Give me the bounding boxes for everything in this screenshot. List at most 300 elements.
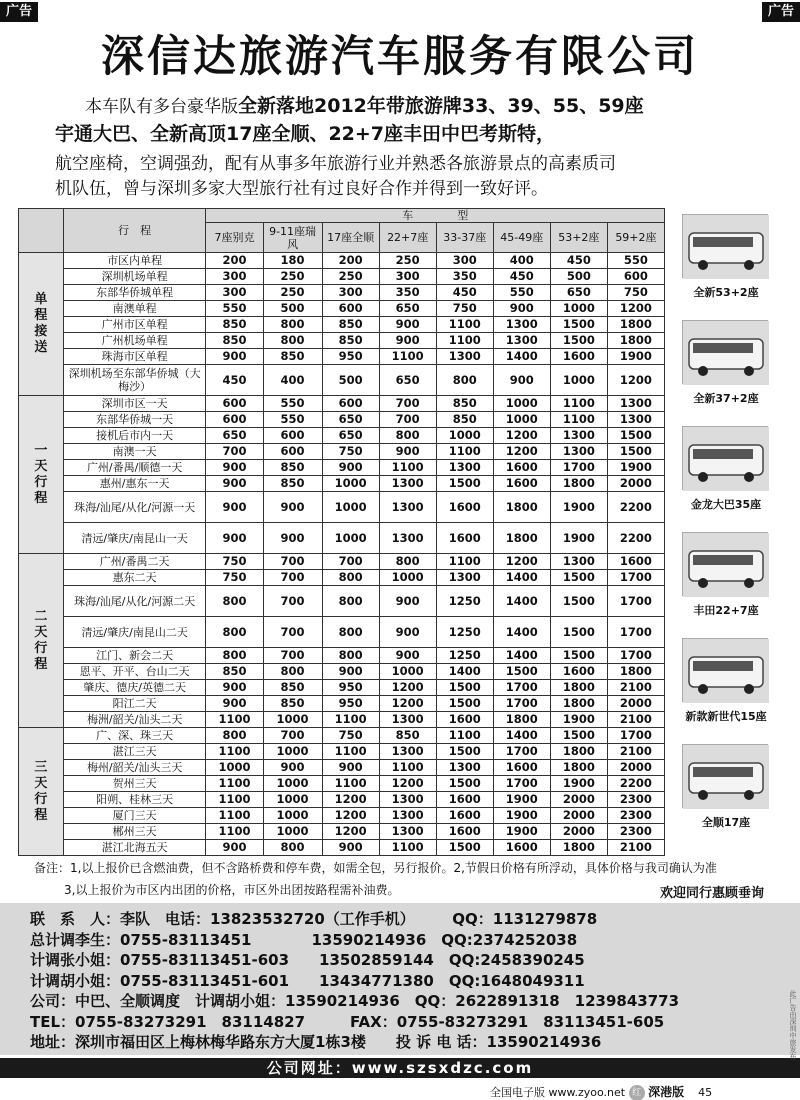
price-cell: 1500 (436, 680, 493, 696)
price-cell: 900 (379, 617, 436, 648)
welcome-text: 欢迎同行惠顾垂询 (659, 886, 764, 901)
price-cell: 1900 (607, 460, 664, 476)
route-cell: 恩平、开平、台山二天 (63, 664, 206, 680)
price-cell: 1300 (379, 744, 436, 760)
price-cell: 1000 (263, 776, 322, 792)
price-cell: 1600 (493, 476, 550, 492)
price-cell: 1300 (436, 570, 493, 586)
price-cell: 300 (379, 269, 436, 285)
group-label: 三 天 行 程 (19, 728, 64, 856)
price-cell: 1700 (493, 744, 550, 760)
price-cell: 1200 (607, 301, 664, 317)
price-cell: 450 (493, 269, 550, 285)
price-cell: 1600 (436, 808, 493, 824)
price-cell: 300 (206, 269, 263, 285)
price-cell: 1200 (607, 365, 664, 396)
price-cell: 800 (379, 428, 436, 444)
price-cell: 450 (436, 285, 493, 301)
bus-icon (682, 426, 768, 490)
price-cell: 1600 (436, 523, 493, 554)
price-cell: 900 (206, 476, 263, 492)
price-cell: 1500 (436, 744, 493, 760)
price-cell: 1700 (607, 617, 664, 648)
price-cell: 1100 (322, 712, 379, 728)
table-row (19, 776, 665, 792)
price-cell: 1600 (550, 349, 607, 365)
price-cell: 1800 (550, 840, 607, 856)
table-row (19, 712, 665, 728)
price-cell: 850 (322, 317, 379, 333)
price-cell: 2100 (607, 744, 664, 760)
contact-line: TEL：0755-83273291 83114827 FAX：0755-83273291 83113451-605 (30, 1012, 665, 1031)
price-cell: 750 (607, 285, 664, 301)
bus-icon (682, 532, 768, 596)
footer (490, 1083, 712, 1100)
table-row (19, 570, 665, 586)
footer-site: 全国电子版 www.zyoo.net (490, 1086, 626, 1099)
column-header: 45-49座 (493, 223, 550, 253)
intro-line-2: 宇通大巴、全新高顶17座全顺、22+7座丰田中巴考斯特， (55, 123, 556, 145)
table-row (19, 317, 665, 333)
vehicle-label: 全顺17座 (701, 816, 751, 829)
price-cell: 1700 (550, 460, 607, 476)
price-cell: 850 (206, 333, 263, 349)
route-cell: 深圳机场单程 (63, 269, 206, 285)
price-cell: 1700 (607, 648, 664, 664)
price-cell: 1000 (263, 744, 322, 760)
price-cell: 2200 (607, 776, 664, 792)
price-cell: 750 (322, 444, 379, 460)
price-cell: 1100 (206, 744, 263, 760)
price-cell: 850 (263, 696, 322, 712)
group-header (19, 209, 64, 253)
price-cell: 1400 (493, 728, 550, 744)
price-cell: 650 (322, 428, 379, 444)
price-cell: 800 (263, 840, 322, 856)
table-row (19, 412, 665, 428)
price-cell: 900 (379, 586, 436, 617)
table-row (19, 285, 665, 301)
vehicle-label: 金龙大巴35座 (690, 498, 762, 511)
price-cell: 850 (206, 317, 263, 333)
table-row (19, 301, 665, 317)
price-cell: 1600 (436, 824, 493, 840)
contact-line: 计调胡小姐：0755-83113451-601 13434771380 QQ:1648049311 (30, 971, 585, 990)
price-cell: 1100 (206, 776, 263, 792)
price-cell: 1200 (493, 444, 550, 460)
table-row (19, 492, 665, 523)
price-cell: 2000 (550, 824, 607, 840)
table-row (19, 680, 665, 696)
price-cell: 1500 (550, 317, 607, 333)
route-cell: 广州/番禺/顺德一天 (63, 460, 206, 476)
price-cell: 900 (379, 648, 436, 664)
price-cell: 1400 (493, 586, 550, 617)
price-cell: 850 (379, 728, 436, 744)
column-header: 53+2座 (550, 223, 607, 253)
price-cell: 1100 (550, 396, 607, 412)
price-cell: 850 (322, 333, 379, 349)
price-cell: 1600 (493, 840, 550, 856)
price-cell: 800 (322, 617, 379, 648)
table-row (19, 349, 665, 365)
column-header: 33-37座 (436, 223, 493, 253)
price-cell: 900 (206, 349, 263, 365)
price-cell: 200 (206, 253, 263, 269)
vehicle-card (676, 212, 798, 318)
price-cell: 1300 (550, 444, 607, 460)
price-cell: 2000 (607, 760, 664, 776)
price-cell: 1100 (436, 317, 493, 333)
price-cell: 1300 (607, 412, 664, 428)
table-row (19, 253, 665, 269)
price-cell: 700 (379, 412, 436, 428)
price-cell: 2000 (550, 808, 607, 824)
price-cell: 800 (322, 570, 379, 586)
route-cell: 珠海/汕尾/从化/河源二天 (63, 586, 206, 617)
price-cell: 900 (206, 492, 263, 523)
price-cell: 900 (322, 840, 379, 856)
table-row (19, 460, 665, 476)
price-cell: 1100 (436, 554, 493, 570)
price-cell: 650 (379, 301, 436, 317)
price-cell: 600 (263, 428, 322, 444)
price-cell: 900 (206, 460, 263, 476)
price-cell: 950 (322, 696, 379, 712)
price-cell: 1800 (550, 744, 607, 760)
price-cell: 1700 (493, 680, 550, 696)
table-row (19, 648, 665, 664)
price-cell: 550 (263, 412, 322, 428)
price-cell: 1800 (607, 664, 664, 680)
route-cell: 梅洲/韶关/汕头二天 (63, 712, 206, 728)
price-cell: 900 (322, 664, 379, 680)
vehicle-card (676, 530, 798, 636)
price-cell: 400 (493, 253, 550, 269)
price-cell: 1300 (379, 492, 436, 523)
route-cell: 阳江二天 (63, 696, 206, 712)
price-cell: 300 (206, 285, 263, 301)
intro-line-1 (85, 94, 800, 119)
bus-icon (682, 320, 768, 384)
price-cell: 1000 (550, 365, 607, 396)
price-cell: 800 (263, 317, 322, 333)
price-cell: 1500 (607, 428, 664, 444)
price-cell: 1000 (263, 808, 322, 824)
table-row (19, 696, 665, 712)
table-row (19, 728, 665, 744)
price-cell: 750 (436, 301, 493, 317)
route-cell: 东部华侨城一天 (63, 412, 206, 428)
price-cell: 1900 (493, 808, 550, 824)
price-cell: 2000 (607, 476, 664, 492)
intro-line-3: 航空座椅，空调强劲，配有从事多年旅游行业并熟悉各旅游景点的高素质司 (55, 154, 616, 174)
group-label: 单 程 接 送 (19, 253, 64, 396)
price-cell: 1400 (493, 648, 550, 664)
price-cell: 550 (607, 253, 664, 269)
price-cell: 1900 (607, 349, 664, 365)
price-cell: 1500 (550, 570, 607, 586)
price-cell: 750 (206, 554, 263, 570)
price-cell: 1700 (607, 728, 664, 744)
route-cell: 接机后市内一天 (63, 428, 206, 444)
vehicle-label: 丰田22+7座 (693, 604, 759, 617)
price-cell: 600 (322, 301, 379, 317)
price-cell: 1300 (436, 760, 493, 776)
price-cell: 800 (263, 333, 322, 349)
price-cell: 1250 (436, 586, 493, 617)
price-cell: 900 (206, 523, 263, 554)
price-cell: 1500 (436, 696, 493, 712)
price-cell: 2100 (607, 680, 664, 696)
route-cell: 惠东二天 (63, 570, 206, 586)
price-cell: 1700 (493, 776, 550, 792)
price-cell: 450 (550, 253, 607, 269)
route-cell: 惠州/惠东一天 (63, 476, 206, 492)
price-cell: 300 (322, 285, 379, 301)
vehicle-card (676, 424, 798, 530)
price-cell: 700 (322, 554, 379, 570)
route-cell: 珠海市区单程 (63, 349, 206, 365)
price-cell: 1000 (263, 792, 322, 808)
vehicle-card (676, 318, 798, 424)
price-cell: 850 (263, 349, 322, 365)
route-cell: 广州机场单程 (63, 333, 206, 349)
price-cell: 1000 (550, 301, 607, 317)
price-cell: 650 (379, 365, 436, 396)
price-cell: 1300 (379, 476, 436, 492)
price-cell: 650 (550, 285, 607, 301)
route-cell: 深圳市区一天 (63, 396, 206, 412)
price-cell: 1300 (550, 554, 607, 570)
price-cell: 900 (322, 460, 379, 476)
price-cell: 2000 (607, 696, 664, 712)
column-header: 7座别克 (206, 223, 263, 253)
price-cell: 900 (493, 301, 550, 317)
note-line-1: 备注：1,以上报价已含燃油费，但不含路桥费和停车费，如需全包，另行报价。2,节假日价格有所浮动，具体价格与我司确认为准 (34, 861, 717, 875)
price-cell: 1200 (322, 792, 379, 808)
price-cell: 750 (206, 570, 263, 586)
price-cell: 850 (436, 412, 493, 428)
column-header: 22+7座 (379, 223, 436, 253)
price-cell: 2100 (607, 712, 664, 728)
route-cell: 梅州/韶关/汕头三天 (63, 760, 206, 776)
price-cell: 800 (206, 586, 263, 617)
price-cell: 1800 (550, 760, 607, 776)
price-cell: 1100 (322, 776, 379, 792)
price-cell: 200 (322, 253, 379, 269)
route-cell: 东部华侨城单程 (63, 285, 206, 301)
price-cell: 1200 (322, 808, 379, 824)
note-line-2: 3,以上报价为市区内出团的价格，市区外出团按路程需补油费。 (64, 883, 400, 897)
price-cell: 900 (263, 760, 322, 776)
price-cell: 1100 (436, 444, 493, 460)
price-cell: 2200 (607, 523, 664, 554)
price-cell: 2300 (607, 808, 664, 824)
price-cell: 550 (263, 396, 322, 412)
footer-edition: 深港版 (648, 1085, 685, 1099)
price-cell: 1000 (493, 396, 550, 412)
price-cell: 1100 (550, 412, 607, 428)
route-cell: 清远/肇庆/南昆山二天 (63, 617, 206, 648)
price-cell: 1900 (493, 824, 550, 840)
route-cell: 清远/肇庆/南昆山一天 (63, 523, 206, 554)
price-cell: 1000 (322, 476, 379, 492)
price-cell: 900 (379, 317, 436, 333)
price-cell: 700 (206, 444, 263, 460)
price-cell: 1700 (493, 696, 550, 712)
ad-tag-left: 广告 (0, 2, 38, 22)
price-cell: 1900 (550, 492, 607, 523)
price-cell: 1300 (379, 523, 436, 554)
price-cell: 1400 (436, 664, 493, 680)
bus-icon (682, 214, 768, 278)
table-row (19, 808, 665, 824)
price-cell: 1500 (436, 476, 493, 492)
price-cell: 1900 (550, 712, 607, 728)
price-cell: 800 (379, 554, 436, 570)
price-cell: 500 (263, 301, 322, 317)
price-cell: 1000 (263, 712, 322, 728)
price-table (18, 208, 665, 856)
price-cell: 800 (206, 728, 263, 744)
price-cell: 1100 (322, 744, 379, 760)
price-cell: 600 (206, 412, 263, 428)
route-header: 行 程 (63, 209, 206, 253)
price-cell: 950 (322, 680, 379, 696)
price-cell: 1100 (379, 840, 436, 856)
price-cell: 1000 (379, 664, 436, 680)
price-cell: 1600 (550, 664, 607, 680)
intro-line-4: 机队伍，曾与深圳多家大型旅行社有过良好合作并得到一致好评。 (55, 179, 548, 199)
price-cell: 1900 (493, 792, 550, 808)
vehicle-label: 全新53+2座 (693, 286, 759, 299)
price-cell: 950 (322, 349, 379, 365)
price-cell: 700 (263, 648, 322, 664)
price-cell: 600 (322, 396, 379, 412)
table-row (19, 269, 665, 285)
price-cell: 1600 (436, 492, 493, 523)
price-cell: 1250 (436, 648, 493, 664)
price-cell: 1300 (493, 317, 550, 333)
price-cell: 900 (206, 696, 263, 712)
badge-icon: 红 (629, 1085, 645, 1100)
price-cell: 700 (263, 570, 322, 586)
price-cell: 900 (263, 492, 322, 523)
price-cell: 2000 (550, 792, 607, 808)
price-cell: 850 (436, 396, 493, 412)
price-cell: 1600 (436, 712, 493, 728)
price-cell: 2300 (607, 792, 664, 808)
price-cell: 250 (263, 269, 322, 285)
table-row (19, 840, 665, 856)
price-cell: 2300 (607, 824, 664, 840)
price-cell: 1100 (436, 333, 493, 349)
contact-line: 计调张小姐：0755-83113451-603 13502859144 QQ:2458390245 (30, 951, 585, 969)
price-cell: 1000 (493, 412, 550, 428)
price-cell: 1700 (607, 586, 664, 617)
table-row (19, 617, 665, 648)
price-cell: 1500 (550, 728, 607, 744)
price-cell: 1300 (436, 349, 493, 365)
price-cell: 1200 (379, 696, 436, 712)
price-cell: 1500 (607, 444, 664, 460)
price-cell: 1400 (493, 349, 550, 365)
price-cell: 1500 (550, 648, 607, 664)
price-cell: 900 (379, 333, 436, 349)
side-note: 此广告由深圳中旅发布 (789, 990, 797, 1060)
group-label: 一 天 行 程 (19, 396, 64, 554)
intro-line-1-normal: 本车队有多台豪华版 (85, 97, 238, 117)
contact-line: 地址：深圳市福田区上梅林梅华路东方大厦1栋3楼 投 诉 电 话：13590214936 (30, 1033, 602, 1051)
route-cell: 南澳单程 (63, 301, 206, 317)
price-cell: 300 (436, 253, 493, 269)
price-cell: 450 (206, 365, 263, 396)
price-cell: 1600 (493, 460, 550, 476)
route-cell: 广州/番禺二天 (63, 554, 206, 570)
price-cell: 2100 (607, 840, 664, 856)
price-cell: 1800 (550, 476, 607, 492)
price-cell: 900 (322, 760, 379, 776)
vehicle-header: 车 型 (206, 209, 665, 223)
price-cell: 1300 (493, 333, 550, 349)
price-cell: 1800 (607, 333, 664, 349)
price-cell: 1200 (379, 680, 436, 696)
price-cell: 250 (379, 253, 436, 269)
table-row (19, 365, 665, 396)
price-cell: 1300 (550, 428, 607, 444)
price-cell: 800 (206, 617, 263, 648)
price-cell: 700 (379, 396, 436, 412)
price-cell: 1300 (379, 824, 436, 840)
price-cell: 1800 (550, 680, 607, 696)
price-cell: 850 (263, 476, 322, 492)
website-bar[interactable]: 公司网址：www.szsxdzc.com (0, 1058, 800, 1078)
price-cell: 1200 (379, 776, 436, 792)
price-cell: 600 (263, 444, 322, 460)
price-cell: 1800 (550, 696, 607, 712)
price-cell: 700 (263, 554, 322, 570)
price-cell: 1400 (493, 617, 550, 648)
price-cell: 1600 (493, 760, 550, 776)
bus-icon (682, 744, 768, 808)
route-cell: 阳朔、桂林三天 (63, 792, 206, 808)
price-cell: 900 (206, 680, 263, 696)
price-cell: 1100 (379, 760, 436, 776)
price-cell: 800 (206, 648, 263, 664)
route-cell: 市区内单程 (63, 253, 206, 269)
group-label: 二 天 行 程 (19, 554, 64, 728)
contact-line: 公司：中巴、全顺调度 计调胡小姐：13590214936 QQ：2622891318 1239843773 (30, 992, 680, 1010)
price-cell: 1300 (607, 396, 664, 412)
price-cell: 600 (607, 269, 664, 285)
price-cell: 1500 (436, 840, 493, 856)
price-cell: 1600 (607, 554, 664, 570)
price-cell: 850 (263, 460, 322, 476)
price-cell: 1700 (607, 570, 664, 586)
price-cell: 1000 (436, 428, 493, 444)
price-cell: 180 (263, 253, 322, 269)
price-cell: 900 (379, 444, 436, 460)
price-cell: 900 (493, 365, 550, 396)
contact-line: 联 系 人：李队 电话：13823532720（工作手机） QQ：1131279878 (30, 910, 598, 928)
price-cell: 600 (206, 396, 263, 412)
route-cell: 贺州三天 (63, 776, 206, 792)
price-cell: 1800 (493, 712, 550, 728)
vehicle-card (676, 636, 798, 742)
price-cell: 700 (263, 728, 322, 744)
route-cell: 珠海/汕尾/从化/河源一天 (63, 492, 206, 523)
